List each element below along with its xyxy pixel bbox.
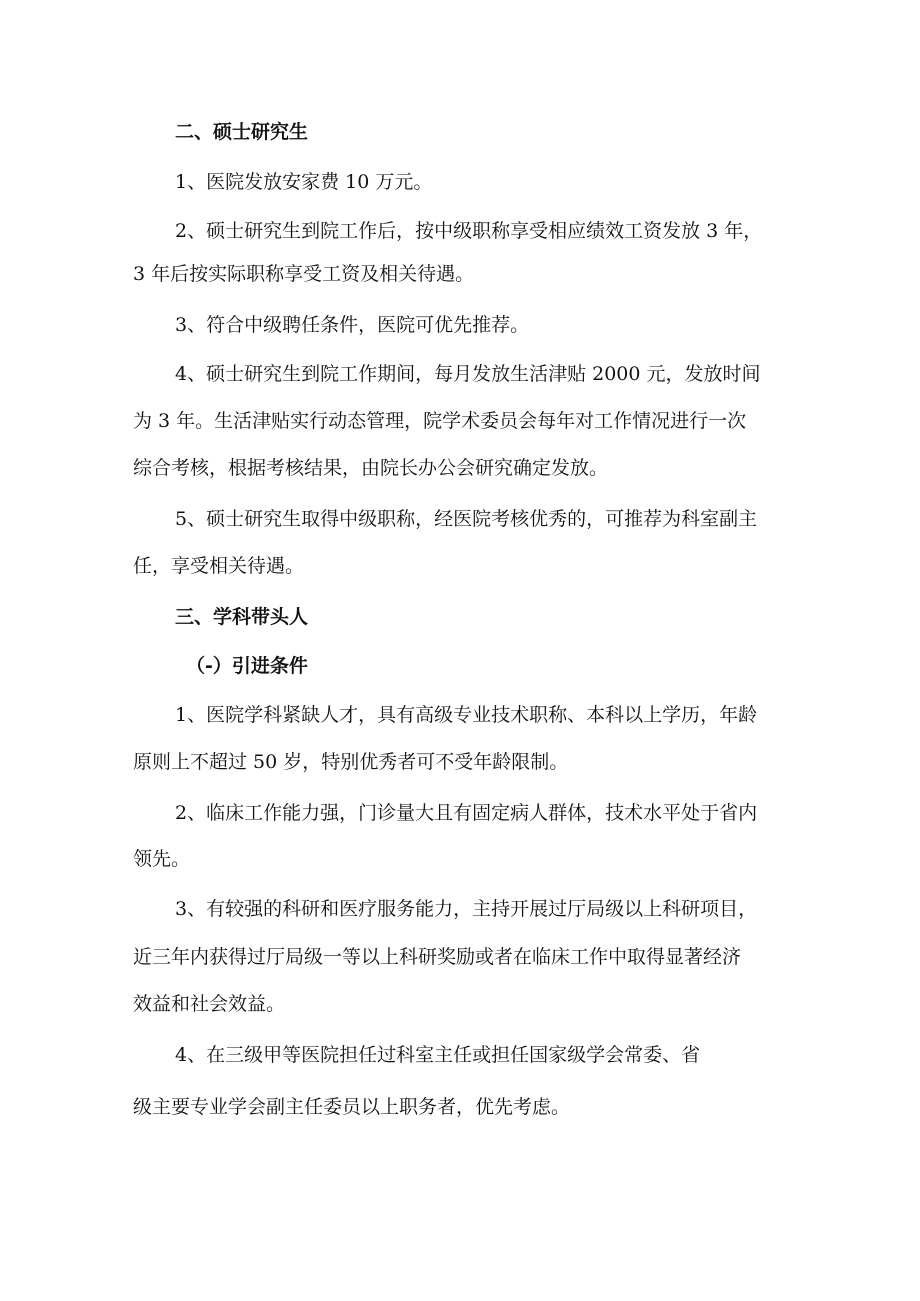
- paragraph-line: 级主要专业学会副主任委员以上职务者，优先考虑。: [133, 1096, 571, 1118]
- paragraph-line: 5、硕士研究生取得中级职称，经医院考核优秀的，可推荐为科室副主: [175, 508, 758, 530]
- paragraph-line: 领先。: [133, 848, 191, 870]
- paragraph-line: 1、医院发放安家费 10 万元。: [175, 171, 433, 193]
- paragraph-line: 综合考核，根据考核结果，由院长办公会研究确定发放。: [133, 457, 609, 479]
- section-heading-discipline-leader: 三、学科带头人: [175, 606, 309, 628]
- paragraph-line: 原则上不超过 50 岁，特别优秀者可不受年龄限制。: [133, 751, 569, 773]
- paragraph-line: 1、医院学科紧缺人才，具有高级专业技术职称、本科以上学历，年龄: [175, 704, 758, 726]
- paragraph-line: 任，享受相关待遇。: [133, 555, 305, 577]
- paragraph-line: 4、在三级甲等医院担任过科室主任或担任国家级学会常委、省: [175, 1044, 701, 1066]
- subsection-heading-conditions: （-）引进条件: [186, 655, 308, 677]
- paragraph-line: 2、临床工作能力强，门诊量大且有固定病人群体，技术水平处于省内: [175, 802, 758, 824]
- paragraph-line: 4、硕士研究生到院工作期间，每月发放生活津贴 2000 元，发放时间: [175, 363, 761, 385]
- section-heading-masters: 二、硕士研究生: [175, 121, 309, 143]
- paragraph-line: 2、硕士研究生到院工作后，按中级职称享受相应绩效工资发放 3 年，: [175, 220, 763, 242]
- paragraph-line: 3 年后按实际职称享受工资及相关待遇。: [133, 263, 475, 285]
- paragraph-line: 为 3 年。生活津贴实行动态管理，院学术委员会每年对工作情况进行一次: [133, 410, 747, 432]
- paragraph-line: 3、有较强的科研和医疗服务能力，主持开展过厅局级以上科研项目，: [175, 898, 758, 920]
- paragraph-line: 近三年内获得过厅局级一等以上科研奖励或者在临床工作中取得显著经济: [133, 946, 742, 968]
- paragraph-line: 3、符合中级聘任条件，医院可优先推荐。: [175, 314, 530, 336]
- paragraph-line: 效益和社会效益。: [133, 993, 286, 1015]
